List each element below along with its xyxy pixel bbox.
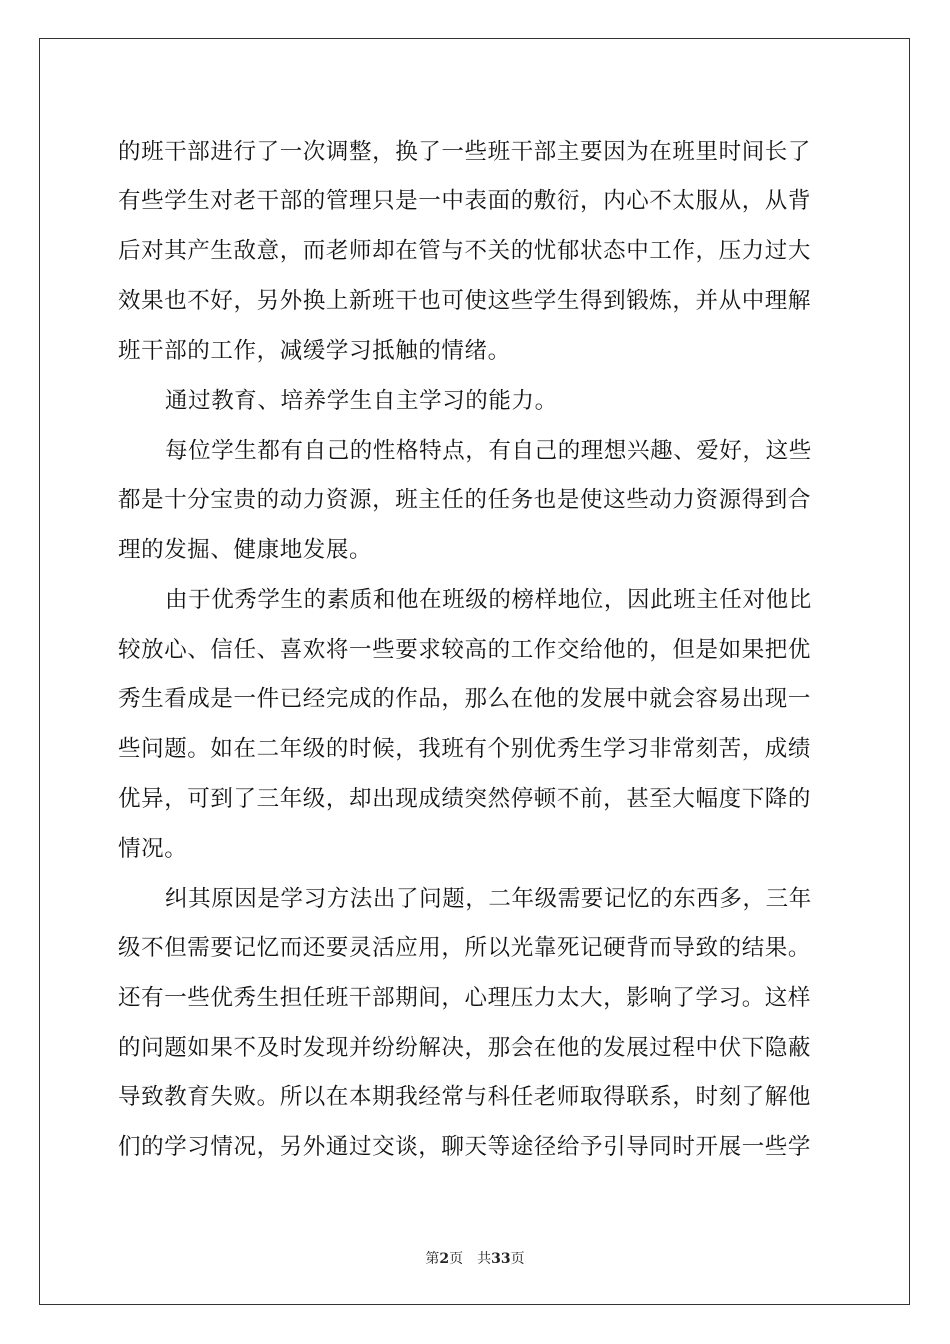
text-line: 些问题。如在二年级的时候，我班有个别优秀生学习非常刻苦，成绩 [118,736,812,762]
page-footer [0,1248,950,1268]
text-line: 还有一些优秀生担任班干部期间，心理压力太大，影响了学习。这样 [118,985,812,1011]
paragraph-first-line: 通过教育、培养学生自主学习的能力。 [165,388,558,414]
text-line: 有些学生对老干部的管理只是一中表面的敷衍，内心不太服从，从背 [118,188,812,214]
text-line: 优异，可到了三年级，却出现成绩突然停顿不前，甚至大幅度下降的 [118,786,812,812]
page-number: 2 [439,1251,450,1267]
text-line: 后对其产生敌意，而老师却在管与不关的忧郁状态中工作，压力过大 [118,238,812,264]
total-prefix: 共 [477,1251,492,1267]
text-line: 的班干部进行了一次调整，换了一些班干部主要因为在班里时间长了 [118,139,812,165]
page-border [39,38,910,1305]
page-suffix: 页 [449,1251,464,1267]
text-line: 的问题如果不及时发现并纷纷解决，那会在他的发展过程中伏下隐蔽 [118,1035,812,1061]
text-line: 较放心、信任、喜欢将一些要求较高的工作交给他的，但是如果把优 [118,637,812,663]
text-line: 理的发掘、健康地发展。 [118,537,373,563]
text-line: 导致教育失败。所以在本期我经常与科任老师取得联系，时刻了解他 [118,1084,812,1110]
page-prefix: 第 [425,1251,440,1267]
paragraph-first-line: 纠其原因是学习方法出了问题，二年级需要记忆的东西多，三年 [165,886,812,912]
text-line: 效果也不好，另外换上新班干也可使这些学生得到锻炼，并从中理解 [118,288,812,314]
paragraph-first-line: 每位学生都有自己的性格特点，有自己的理想兴趣、爱好，这些 [165,438,812,464]
total-pages: 33 [491,1251,511,1267]
text-line: 们的学习情况，另外通过交谈，聊天等途径给予引导同时开展一些学 [118,1134,812,1160]
text-line: 情况。 [118,836,188,862]
text-line: 都是十分宝贵的动力资源，班主任的任务也是使这些动力资源得到合 [118,487,812,513]
total-suffix: 页 [510,1251,525,1267]
text-line: 级不但需要记忆而还要灵活应用，所以光靠死记硬背而导致的结果。 [118,935,812,961]
paragraph-first-line: 由于优秀学生的素质和他在班级的榜样地位，因此班主任对他比 [165,587,812,613]
text-line: 秀生看成是一件已经完成的作品，那么在他的发展中就会容易出现一 [118,686,812,712]
text-line: 班干部的工作，减缓学习抵触的情绪。 [118,338,511,364]
